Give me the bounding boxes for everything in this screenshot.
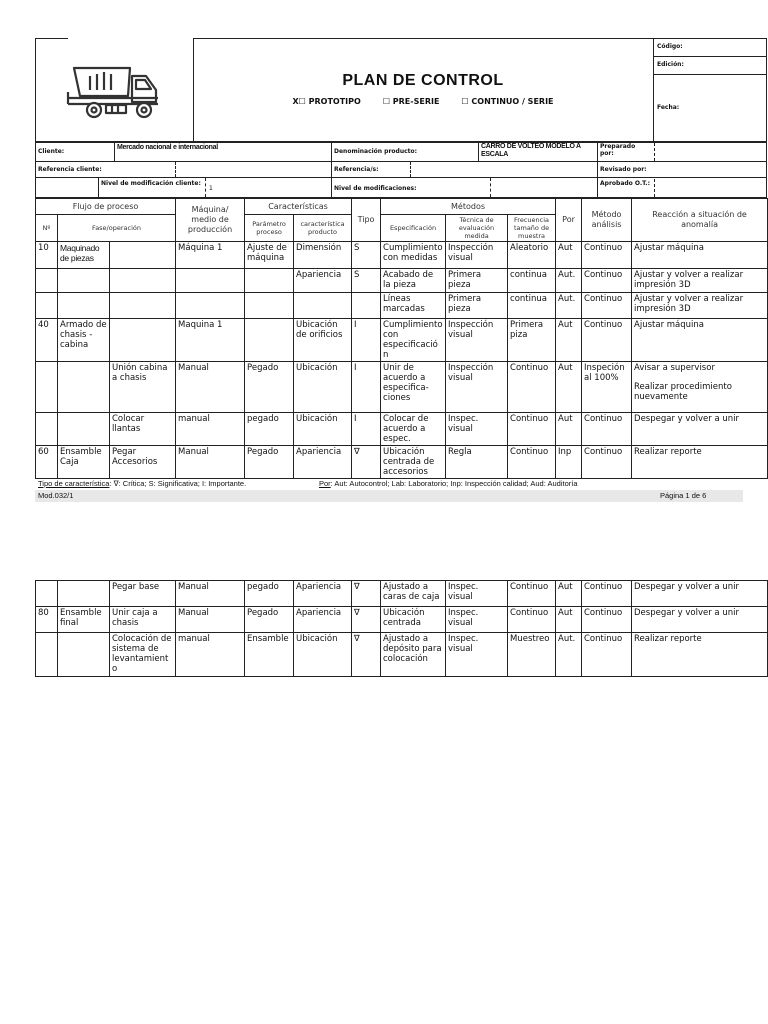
- footer-page: Página 1 de 6: [660, 491, 707, 500]
- col-caracteristicas: Características: [245, 199, 352, 215]
- nivel-mod-cliente-label: Nivel de modificación cliente:: [101, 180, 201, 187]
- col-metodo-analisis: Método análisis: [582, 199, 632, 242]
- nivel-modificaciones-label: Nivel de modificaciones:: [334, 185, 417, 192]
- col-tecnica: Técnica de evaluación medida: [446, 215, 508, 242]
- table-row: 80 Ensamble final Unir caja a chasis Manual Pegado Apariencia ∇ Ubicación centrada Inspec. visual Continuo Aut Continuo Despegar y volver a unir: [36, 607, 768, 633]
- revisado-label: Revisado por:: [600, 166, 647, 173]
- col-fase: Fase/operación: [58, 215, 176, 242]
- footer-bar: [35, 490, 743, 502]
- option-continuo-serie[interactable]: ☐ CONTINUO / SERIE: [461, 97, 554, 106]
- legend-por: Por: Aut: Autocontrol; Lab: Laboratorio; Inp: Inspección calidad; Aud: Auditoría: [319, 479, 578, 488]
- cliente-value: Mercado nacional e internacional: [117, 144, 218, 151]
- denominacion-value: CARRO DE VOLTEO MODELO A ESCALA: [481, 143, 581, 158]
- page-title: PLAN DE CONTROL: [342, 72, 504, 89]
- cliente-label: Cliente:: [38, 148, 65, 155]
- option-prototipo[interactable]: X☐ PROTOTIPO: [292, 97, 361, 106]
- legend-tipo: Tipo de característica: ∇: Crítica; S: Significativa; I: Importante.: [38, 479, 247, 488]
- col-caracteristica-producto: característica producto: [294, 215, 352, 242]
- col-por: Por: [556, 199, 582, 242]
- col-reaccion: Reacción a situación de anomalía: [632, 199, 768, 242]
- nivel-mod-cliente-value: 1: [209, 185, 213, 192]
- col-parametro: Parámetro proceso: [245, 215, 294, 242]
- table-row: Colocación de sistema de levantamient o manual Ensamble Ubicación ∇ Ajustado a depósito para colocación Inspec. visual Muestreo Aut. Continuo Realizar reporte: [36, 633, 768, 677]
- referencias-label: Referencia/s:: [334, 166, 379, 173]
- col-tipo: Tipo: [352, 199, 381, 242]
- table-row: Pegar base Manual pegado Apariencia ∇ Ajustado a caras de caja Inspec. visual Continuo Aut Continuo Despegar y volver a unir: [36, 581, 768, 607]
- table-row: 10 Maquinado de piezas Máquina 1 Ajuste de máquina Dimensión S Cumplimiento con medidas Inspección visual Aleatorio Aut Continuo Ajustar máquina: [36, 242, 768, 269]
- table-row: Unión cabina a chasis Manual Pegado Ubicación I Unir de acuerdo a especifica-ciones Inspección visual Continuo Aut Inspeción al 100% Avisar a supervisor Realizar procedimiento nuevamente: [36, 362, 768, 413]
- referencia-cliente-label: Referencia cliente:: [38, 166, 102, 173]
- col-especificacion: Especificación: [381, 215, 446, 242]
- table-row: Apariencia S Acabado de la pieza Primera pieza continua Aut. Continuo Ajustar y volver a realizar impresión 3D: [36, 269, 768, 293]
- col-num: Nº: [36, 215, 58, 242]
- col-flujo-proceso: Flujo de proceso: [36, 199, 176, 215]
- table-row: Colocar llantas manual pegado Ubicación I Colocar de acuerdo a espec. Inspec. visual Continuo Aut Continuo Despegar y volver a unir: [36, 413, 768, 446]
- option-pre-serie[interactable]: ☐ PRE-SERIE: [382, 97, 440, 106]
- denominacion-label: Denominación producto:: [334, 148, 418, 155]
- footer-mod: Mod.032/1: [38, 491, 74, 500]
- control-plan-table-continued: [35, 580, 768, 677]
- table-row: 40 Armado de chasis - cabina Maquina 1 Ubicación de orificios I Cumplimiento con especificación Inspección visual Primera piza Aut Continuo Ajustar máquina: [36, 319, 768, 362]
- control-plan-table: [35, 198, 768, 479]
- aprobado-label: Aprobado O.T.:: [600, 180, 650, 187]
- col-frecuencia: Frecuencia tamaño de muestra: [508, 215, 556, 242]
- dump-truck-logo: [60, 62, 165, 122]
- col-metodos: Métodos: [381, 199, 556, 215]
- table-row: Líneas marcadas Primera pieza continua Aut. Continuo Ajustar y volver a realizar impresión 3D: [36, 293, 768, 319]
- preparado-label: Preparado por:: [600, 143, 636, 157]
- fecha-label: Fecha:: [657, 104, 680, 111]
- edicion-label: Edición:: [657, 61, 684, 68]
- table-row: 60 Ensamble Caja Pegar Accesorios Manual Pegado Apariencia ∇ Ubicación centrada de accesorios Regla Continuo Inp Continuo Realizar reporte: [36, 446, 768, 479]
- codigo-label: Código:: [657, 43, 683, 50]
- col-maquina: Máquina/ medio de producción: [176, 199, 245, 242]
- production-stage-options: [193, 97, 653, 106]
